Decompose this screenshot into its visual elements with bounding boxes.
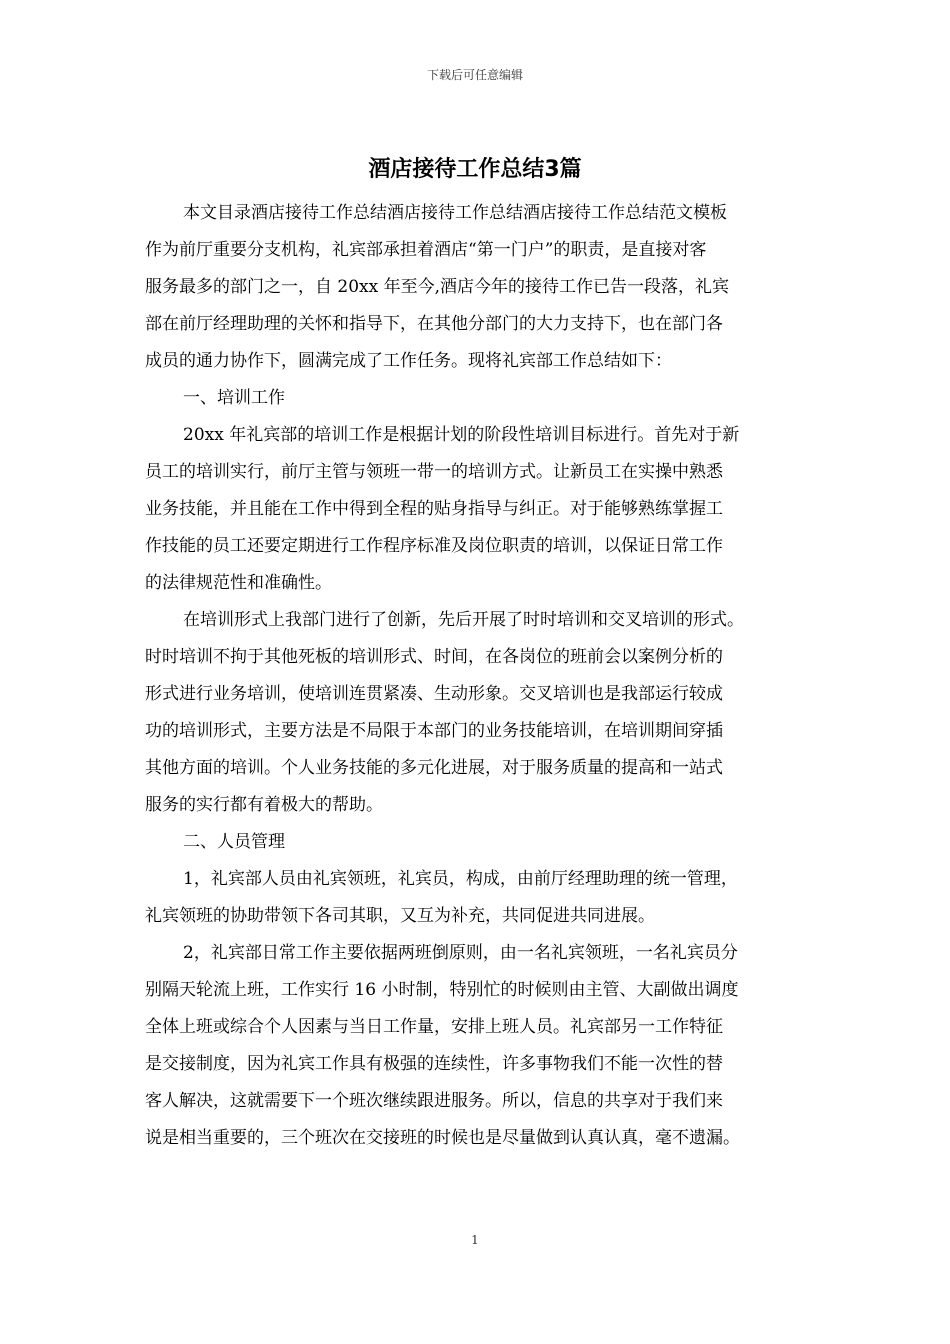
- paragraph-training-2: 在培训形式上我部门进行了创新，先后开展了时时培训和交叉培训的形式。 时时培训不拘于其他死板的培训形式、时间，在各岗位的班前会以案例分析的 形式进行业务培训，使培训连贯紧凑、生动形象。交叉培训也是我部运行较成 功的培训形式，主要方法是不局限于本部门的业务技能培训，在培训期间穿插 其他方面的培训。个人业务技能的多元化进展，对于服务质量的提高和一站式 服务的实行都有着极大的帮助。: [145, 610, 744, 815]
- section-heading-staff: 二、人员管理: [183, 832, 285, 852]
- document-body: [145, 195, 817, 1157]
- section-heading-training: 一、培训工作: [183, 388, 285, 408]
- paragraph-training-1: 20xx 年礼宾部的培训工作是根据计划的阶段性培训目标进行。首先对于新 员工的培训实行，前厅主管与领班一带一的培训方式。让新员工在实操中熟悉 业务技能，并且能在工作中得到全程的贴身指导与纠正。对于能够熟练掌握工 作技能的员工还要定期进行工作程序标准及岗位职责的培训，以保证日常工作 的法律规范性和准确性。: [145, 425, 740, 593]
- paragraph-staff-1: 1，礼宾部人员由礼宾领班，礼宾员，构成，由前厅经理助理的统一管理， 礼宾领班的协助带领下各司其职，又互为补充，共同促进共同进展。: [145, 869, 738, 926]
- paragraph-staff-2: 2，礼宾部日常工作主要依据两班倒原则，由一名礼宾领班，一名礼宾员分 别隔天轮流上班，工作实行 16 小时制，特别忙的时候则由主管、大副做出调度 全体上班或综合个人因素与当日工作量，安排上班人员。礼宾部另一工作特征 是交接制度，因为礼宾工作具有极强的连续性，许多事物我们不能一次性的替 客人解决，这就需要下一个班次继续跟进服务。所以，信息的共享对于我们来 说是相当重要的，三个班次在交接班的时候也是尽量做到认真认真，毫不遗漏。: [145, 943, 740, 1148]
- document-title: 酒店接待工作总结3篇: [368, 157, 582, 182]
- paragraph-intro: 本文目录酒店接待工作总结酒店接待工作总结酒店接待工作总结范文模板 作为前厅重要分支机构，礼宾部承担着酒店“第一门户”的职责，是直接对客 服务最多的部门之一，自 20xx 年至今,酒店今年的接待工作已告一段落，礼宾 部在前厅经理助理的关怀和指导下，在其他分部门的大力支持下，也在部门各 成员的通力协作下，圆满完成了工作任务。现将礼宾部工作总结如下：: [145, 203, 730, 371]
- header-note: 下载后可任意编辑: [426, 68, 523, 82]
- page-number: 1: [471, 1233, 479, 1247]
